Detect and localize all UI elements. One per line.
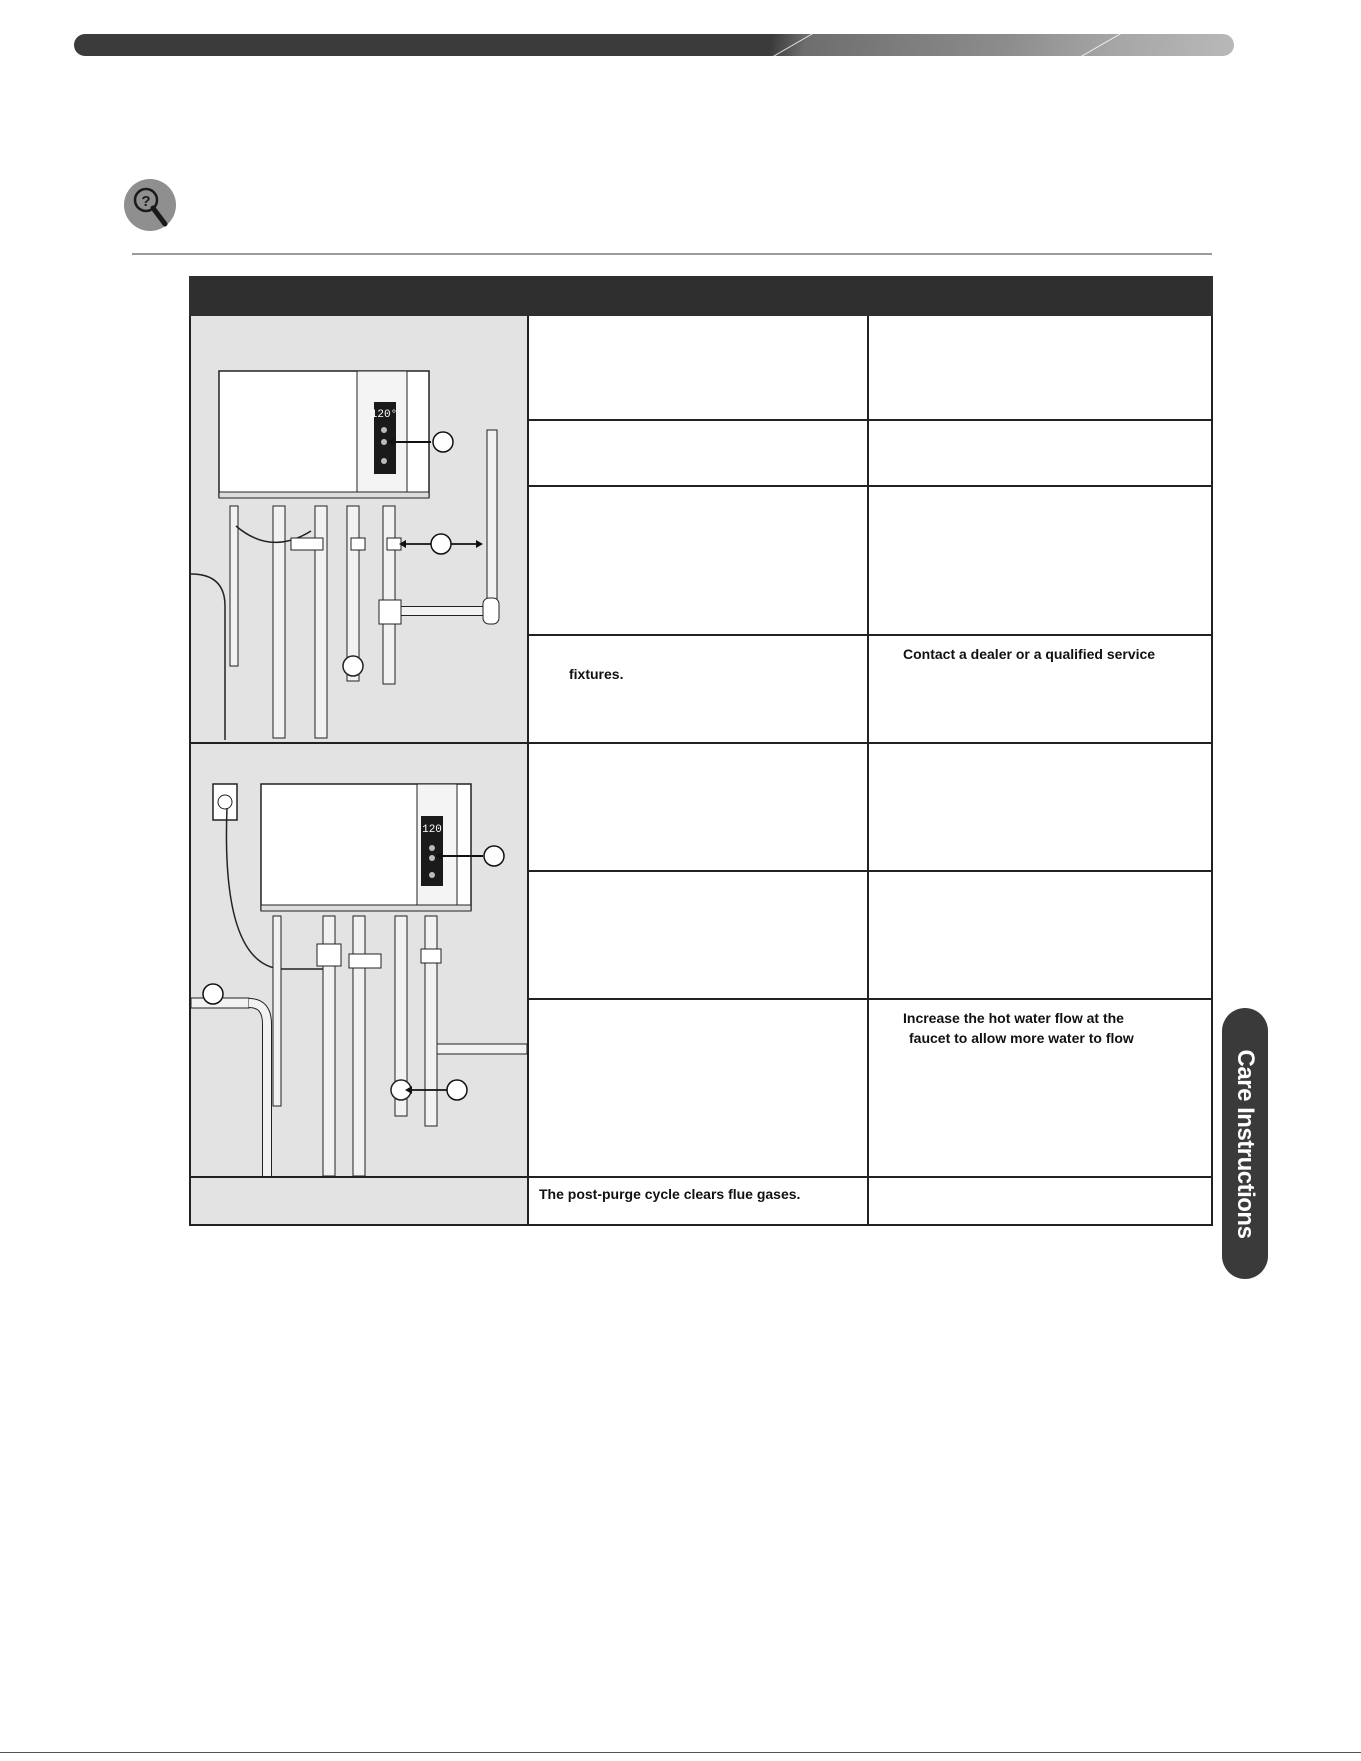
- solution-cell: [868, 315, 1212, 420]
- header-bar: [74, 34, 1234, 56]
- callout-marker: [203, 984, 223, 1004]
- callout-marker: [433, 432, 453, 452]
- magnifier-question-icon: [123, 178, 177, 232]
- water-heater-illustration-2: [190, 743, 528, 1177]
- solution-cell: [868, 420, 1212, 486]
- water-heater-illustration-1: [190, 315, 528, 743]
- callout-marker: [431, 534, 451, 554]
- callout-marker: [484, 846, 504, 866]
- cause-cell: [528, 420, 868, 486]
- callout-marker: [447, 1080, 467, 1100]
- page-bottom-rule: [0, 1752, 1361, 1753]
- solution-cell: [868, 743, 1212, 871]
- solution-cell: Contact a dealer or a qualified service: [868, 635, 1212, 743]
- cause-cell: [528, 999, 868, 1177]
- cause-cell: The post-purge cycle clears flue gases.: [528, 1177, 868, 1225]
- solution-cell: Increase the hot water flow at the faucet to allow more water to flow: [868, 999, 1212, 1177]
- section-tab-care-instructions[interactable]: [1222, 1008, 1268, 1279]
- section-tab-label: Care Instructions: [1232, 1049, 1259, 1238]
- cause-cell: [528, 486, 868, 635]
- table-row: [190, 743, 1212, 871]
- table-header: [190, 277, 1212, 315]
- water-heater-diagram: [191, 316, 527, 740]
- svg-text:?: ?: [141, 193, 151, 210]
- troubleshooting-table: [189, 276, 1213, 1226]
- cause-cell: [528, 871, 868, 1000]
- section-divider: [132, 253, 1212, 255]
- solution-cell: [868, 1177, 1212, 1225]
- solution-cell: [868, 871, 1212, 1000]
- water-heater-diagram: [191, 744, 527, 1176]
- cause-cell: [528, 743, 868, 871]
- empty-cell: [190, 1177, 528, 1225]
- table-header-row: [190, 277, 1212, 315]
- display-readout: 120: [422, 824, 442, 836]
- table-row: [190, 315, 1212, 420]
- cause-cell: [528, 315, 868, 420]
- solution-cell: [868, 486, 1212, 635]
- cause-cell: fixtures.: [528, 635, 868, 743]
- display-readout: 120°: [370, 409, 398, 421]
- table-row: [190, 1177, 1212, 1225]
